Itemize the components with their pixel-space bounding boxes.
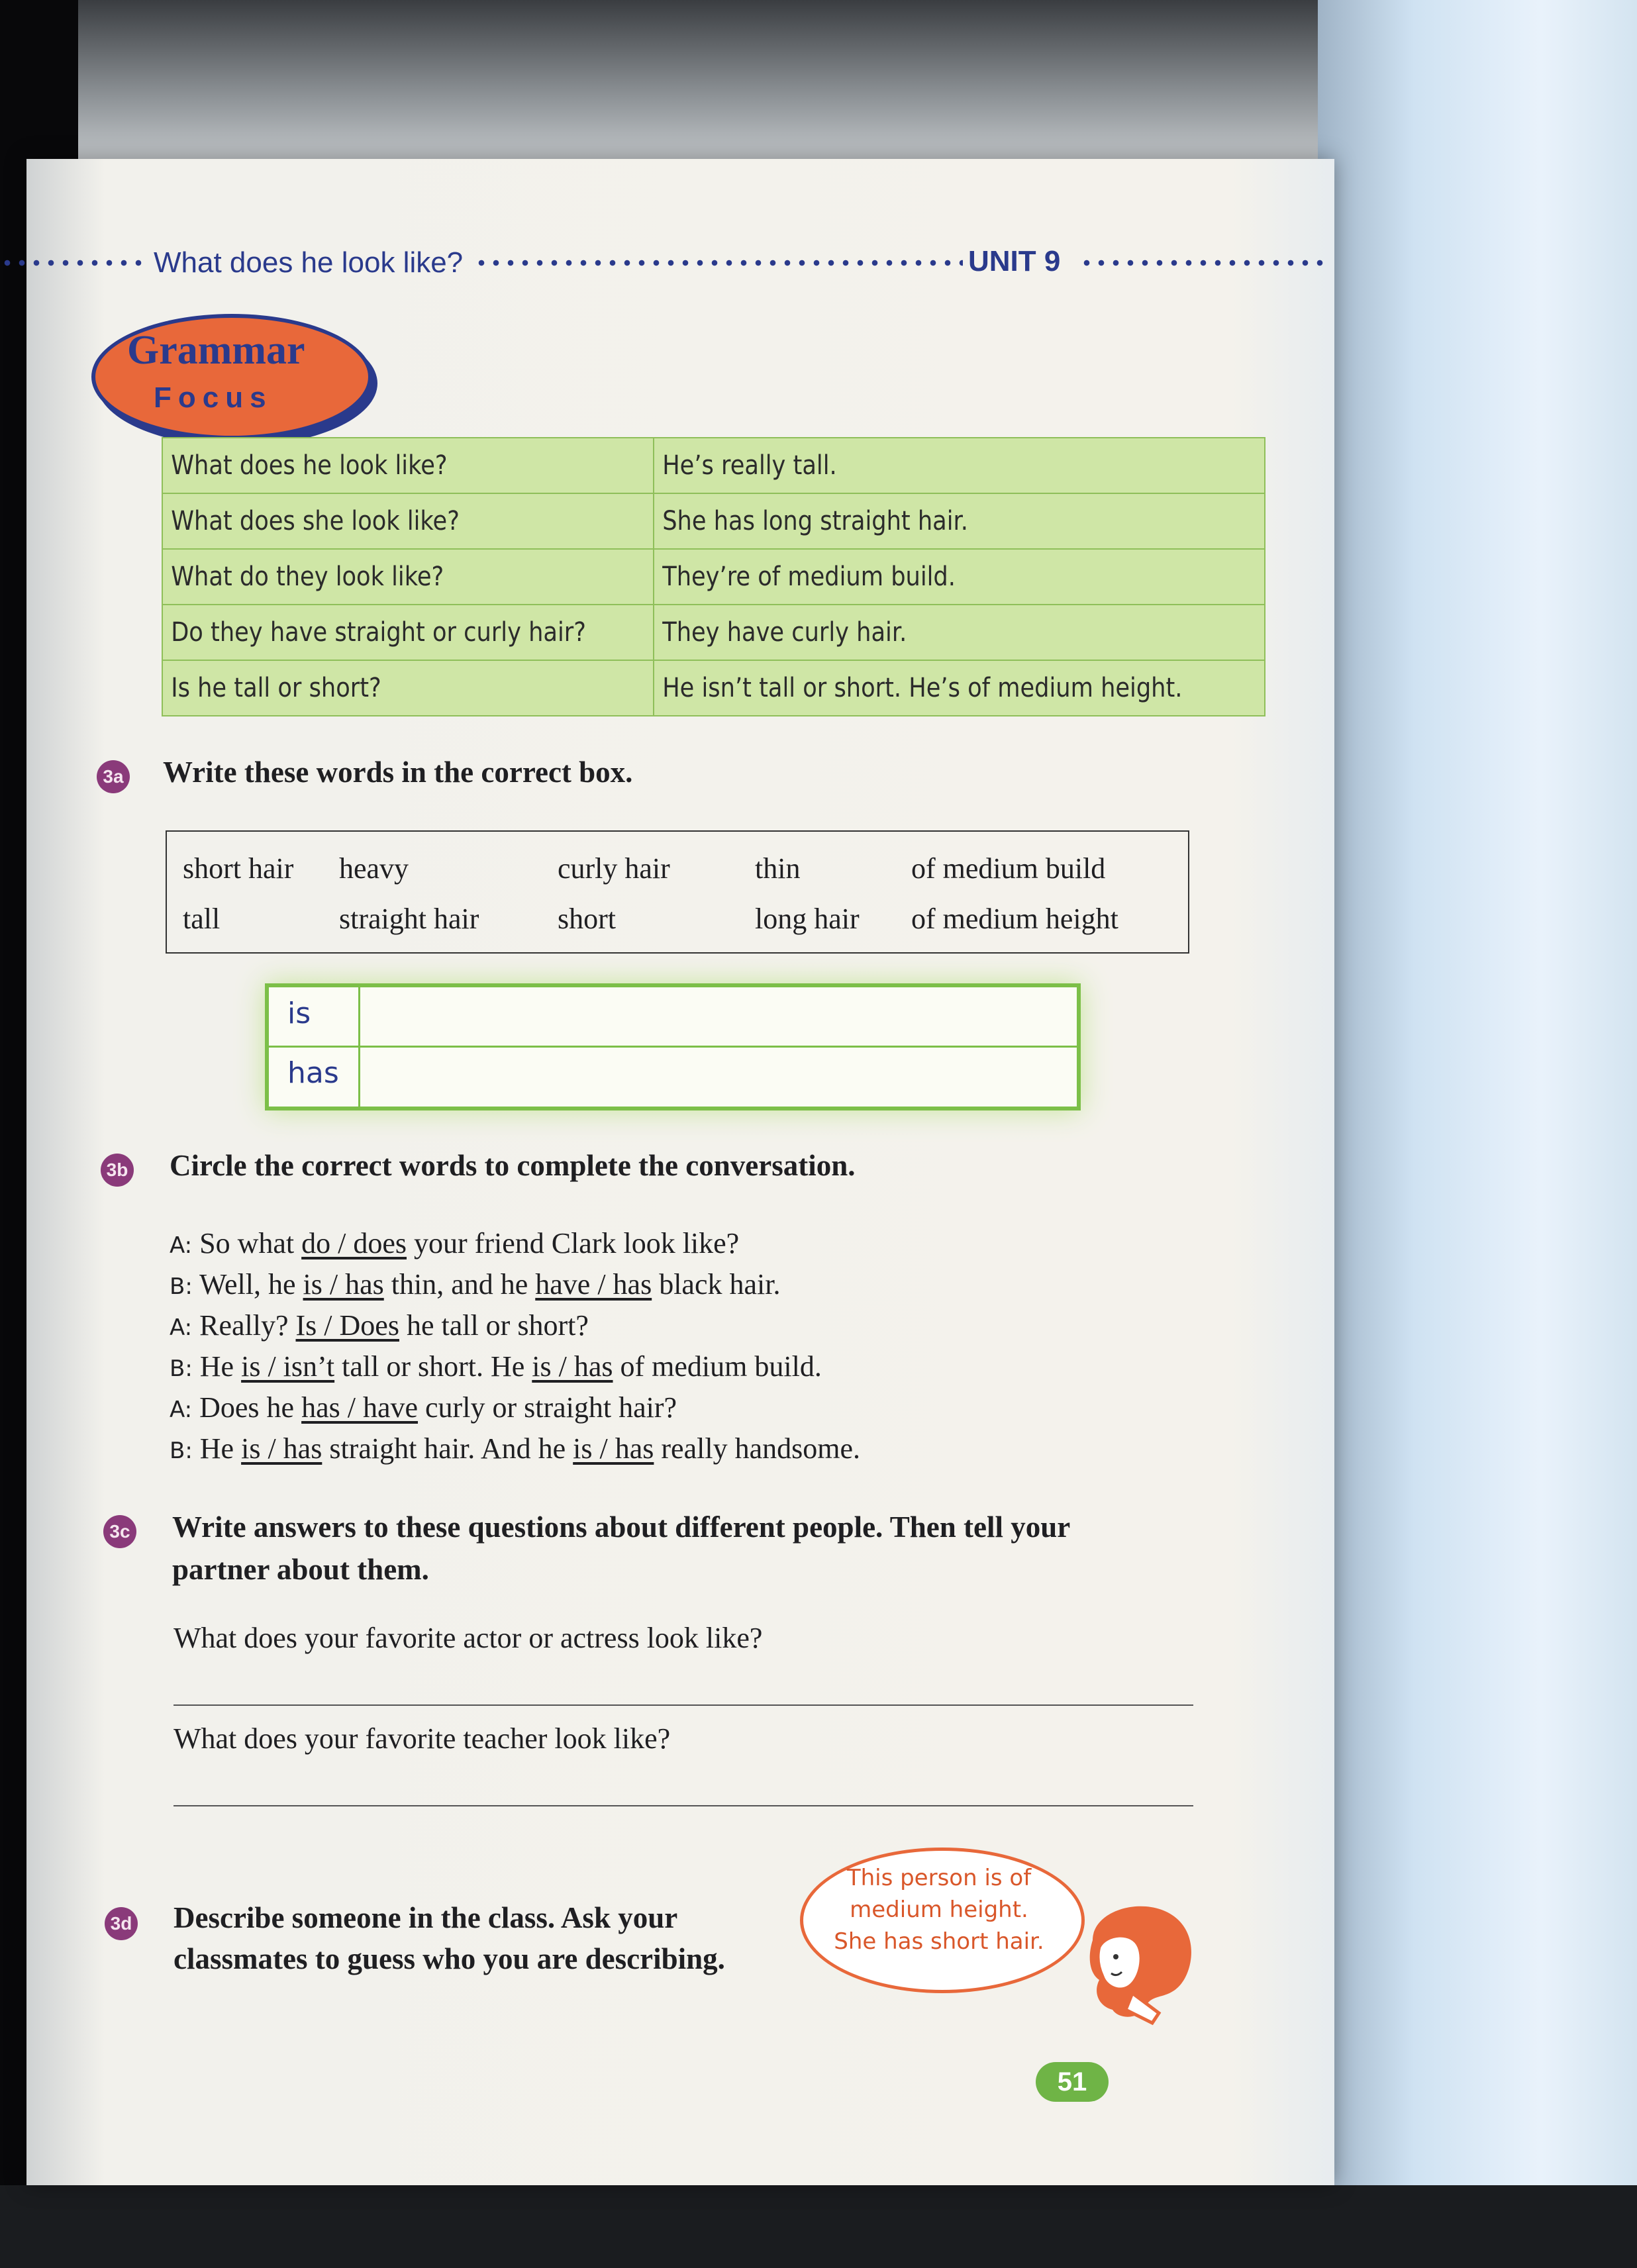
- line-text: of medium build.: [613, 1350, 822, 1383]
- word-item: heavy: [339, 852, 409, 885]
- header-dots-middle: [474, 260, 963, 266]
- bubble-line: She has short hair.: [834, 1928, 1044, 1955]
- grammar-question: What does she look like?: [162, 493, 595, 549]
- girl-illustration-icon: [1053, 1894, 1205, 2026]
- word-choice[interactable]: is / has: [532, 1350, 613, 1383]
- grammar-question: What do they look like?: [162, 549, 595, 605]
- header-dots-right: [1079, 260, 1324, 266]
- grammar-answer: She has long straight hair.: [654, 493, 1191, 549]
- is-label: is: [287, 997, 311, 1030]
- word-choice[interactable]: Is / Does: [295, 1309, 399, 1342]
- line-text: curly or straight hair?: [418, 1391, 677, 1424]
- conversation-line: [170, 1308, 589, 1342]
- word-choice[interactable]: is / isn’t: [241, 1350, 335, 1383]
- exercise-number-3b: 3b: [101, 1154, 134, 1187]
- word-item: thin: [755, 852, 801, 885]
- question-actor: What does your favorite actor or actress look like?: [174, 1622, 763, 1654]
- word-item: straight hair: [339, 903, 479, 935]
- speaker-label: B:: [170, 1356, 193, 1382]
- grammar-answer: They’re of medium build.: [654, 549, 1191, 605]
- exercise-number-3a: 3a: [97, 760, 130, 793]
- conversation-line: [170, 1267, 780, 1301]
- bubble-line: medium height.: [850, 1897, 1028, 1923]
- grammar-question: What does he look like?: [162, 438, 595, 493]
- line-text: Really?: [199, 1309, 296, 1342]
- word-item: long hair: [755, 903, 860, 935]
- exercise-3c-instruction-cont: partner about them.: [172, 1553, 429, 1586]
- scan-background-right: [1318, 0, 1637, 2268]
- line-text: thin, and he: [383, 1268, 536, 1301]
- page-title: What does he look like?: [154, 246, 464, 279]
- page-number: 51: [1036, 2062, 1109, 2102]
- exercise-3c-instruction: Write answers to these questions about different people. Then tell your: [172, 1510, 1071, 1544]
- is-row: [269, 987, 1077, 1048]
- line-text: He: [199, 1432, 242, 1465]
- has-row: [269, 1047, 1077, 1105]
- is-has-chart: [265, 983, 1081, 1110]
- unit-label: UNIT 9: [968, 245, 1061, 277]
- word-choice[interactable]: have / has: [535, 1268, 652, 1301]
- chart-divider: [358, 987, 360, 1107]
- exercise-number-3d: 3d: [105, 1907, 138, 1940]
- line-text: Well, he: [199, 1268, 303, 1301]
- scan-background-top: [78, 0, 1318, 162]
- page-header: [0, 244, 1331, 283]
- table-row: [162, 549, 1265, 605]
- conversation-line: [170, 1226, 739, 1260]
- bubble-line: This person is of: [846, 1865, 1032, 1891]
- word-choice[interactable]: is / has: [573, 1432, 654, 1465]
- word-item: curly hair: [558, 852, 670, 885]
- word-item: short: [558, 903, 616, 935]
- answer-line-actor[interactable]: [174, 1704, 1193, 1706]
- grammar-focus-subtitle: Focus: [154, 381, 273, 414]
- line-text: tall or short. He: [334, 1350, 532, 1383]
- grammar-answer: He isn’t tall or short. He’s of medium height.: [654, 660, 1191, 716]
- line-text: straight hair. And he: [322, 1432, 573, 1465]
- speaker-label: B:: [170, 1438, 193, 1464]
- line-text: black hair.: [652, 1268, 781, 1301]
- exercise-number-3c: 3c: [103, 1515, 136, 1548]
- exercise-3d-instruction: Describe someone in the class. Ask your: [174, 1901, 678, 1934]
- exercise-3d-instruction-cont: classmates to guess who you are describing.: [174, 1942, 725, 1975]
- word-choice[interactable]: is / has: [241, 1432, 322, 1465]
- answer-line-teacher[interactable]: [174, 1805, 1193, 1806]
- table-row: [162, 605, 1265, 660]
- word-choice[interactable]: has / have: [301, 1391, 419, 1424]
- word-item: tall: [183, 903, 221, 935]
- conversation-line: [170, 1391, 677, 1424]
- speaker-label: A:: [170, 1314, 193, 1341]
- grammar-question: Is he tall or short?: [162, 660, 595, 716]
- table-row: [162, 493, 1265, 549]
- grammar-answer: They have curly hair.: [654, 605, 1191, 660]
- exercise-3b-instruction: Circle the correct words to complete the conversation.: [170, 1149, 856, 1182]
- line-text: your friend Clark look like?: [407, 1227, 740, 1259]
- grammar-focus-title: Grammar: [127, 328, 305, 373]
- conversation-line: [170, 1350, 822, 1383]
- grammar-table: [162, 437, 1265, 716]
- header-dots-left: [0, 260, 147, 266]
- word-choice[interactable]: do / does: [301, 1227, 407, 1259]
- word-item: of medium height: [911, 903, 1118, 935]
- line-text: So what: [199, 1227, 302, 1259]
- line-text: he tall or short?: [399, 1309, 589, 1342]
- table-row: [162, 660, 1265, 716]
- grammar-answer: He’s really tall.: [654, 438, 1191, 493]
- word-item: of medium build: [911, 852, 1106, 885]
- grammar-question: Do they have straight or curly hair?: [162, 605, 595, 660]
- table-row: [162, 438, 1265, 493]
- conversation-line: [170, 1432, 860, 1465]
- question-teacher: What does your favorite teacher look like?: [174, 1722, 671, 1755]
- word-choice[interactable]: is / has: [303, 1268, 384, 1301]
- speaker-label: B:: [170, 1273, 193, 1300]
- speaker-label: A:: [170, 1397, 193, 1423]
- has-label: has: [287, 1056, 339, 1090]
- line-text: He: [199, 1350, 242, 1383]
- line-text: Does he: [199, 1391, 302, 1424]
- exercise-3a-instruction: Write these words in the correct box.: [163, 756, 633, 789]
- speaker-label: A:: [170, 1232, 193, 1259]
- scan-background-bottom: [0, 2185, 1637, 2268]
- line-text: really handsome.: [654, 1432, 860, 1465]
- word-item: short hair: [183, 852, 294, 885]
